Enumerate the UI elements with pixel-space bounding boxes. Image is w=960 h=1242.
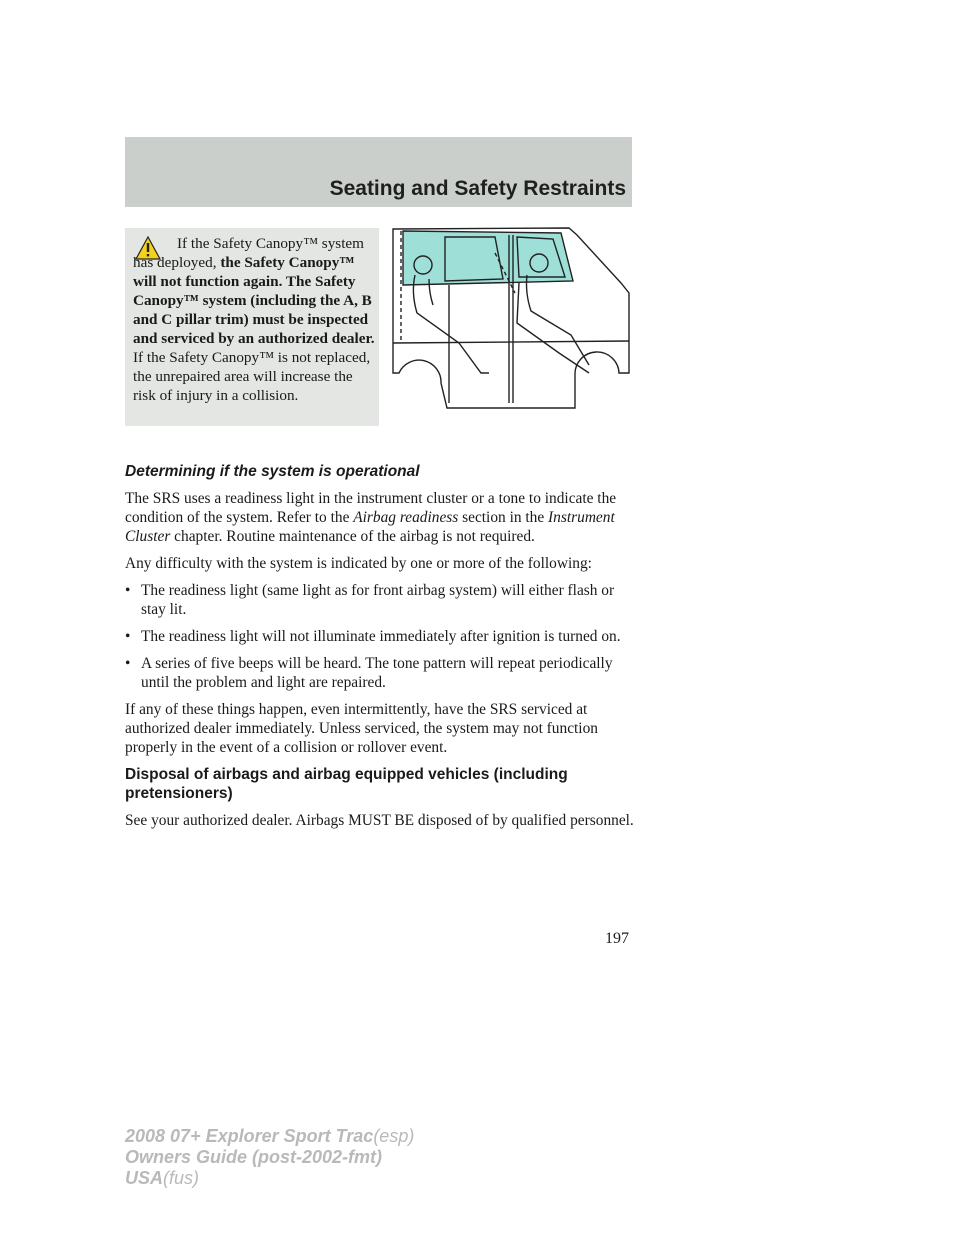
page-number: 197 — [605, 930, 629, 947]
text: chapter. Routine maintenance of the airbag is not required. — [170, 528, 535, 545]
body-content — [125, 462, 635, 838]
section-header — [125, 137, 632, 207]
footer-guide: Owners Guide (post-2002-fmt) — [125, 1147, 383, 1167]
text: The SRS uses a readiness light in the instrument cluster or a tone to indicate the condition of the system. Refer to the — [125, 490, 617, 526]
bullet: • — [125, 655, 131, 672]
warning-text-part: If the Safety Canopy™ system has deployed, — [133, 235, 364, 271]
paragraph-difficulty: Any difficulty with the system is indicated by one or more of the following: — [125, 555, 592, 572]
list-item — [125, 581, 635, 619]
footer-line — [125, 1168, 414, 1189]
reference-airbag-readiness: Airbag readiness — [353, 509, 459, 526]
list-item — [125, 654, 635, 692]
footer-line — [125, 1126, 414, 1147]
warning-text — [133, 234, 377, 405]
footer-line — [125, 1147, 414, 1168]
document-footer — [125, 1126, 414, 1189]
section-heading-operational: Determining if the system is operational — [125, 463, 420, 480]
section-title: Seating and Safety Restraints — [329, 177, 626, 200]
warning-text-bold: the Safety Canopy™ will not function again. The Safety Canopy™ system (including the A, B and C pillar trim) must be inspected and serviced by an authorized dealer. — [133, 254, 375, 347]
text: section in the — [458, 509, 549, 526]
paragraph-disposal: See your authorized dealer. Airbags MUST BE disposed of by qualified personnel. — [125, 812, 634, 829]
footer-market: USA — [125, 1168, 164, 1188]
symptom-list — [125, 581, 635, 692]
paragraph-service: If any of these things happen, even intermittently, have the SRS serviced at authorized dealer immediately. Unless serviced, the system may not function properly in the event of a collision or rollover event. — [125, 701, 598, 756]
list-item-text: A series of five beeps will be heard. The tone pattern will repeat periodically until the problem and light are repaired. — [141, 655, 613, 691]
reference-instrument-cluster: Instrument Cluster — [125, 509, 615, 545]
list-item-text: The readiness light (same light as for front airbag system) will either flash or stay lit. — [141, 582, 615, 618]
section-heading-disposal: Disposal of airbags and airbag equipped vehicles (including pretensioners) — [125, 766, 568, 802]
safety-canopy-vehicle-illustration — [389, 223, 632, 413]
list-item-text: The readiness light will not illuminate immediately after ignition is turned on. — [141, 628, 621, 645]
warning-box — [125, 228, 379, 426]
bullet: • — [125, 582, 131, 599]
paragraph-readiness — [125, 489, 635, 546]
bullet: • — [125, 628, 131, 645]
list-item — [125, 627, 635, 646]
footer-model: 2008 07+ Explorer Sport Trac — [125, 1126, 374, 1146]
footer-code: (esp) — [373, 1126, 415, 1146]
footer-code: (fus) — [163, 1168, 200, 1188]
warning-text-part: If the Safety Canopy™ is not replaced, the unrepaired area will increase the risk of injury in a collision. — [133, 349, 371, 404]
